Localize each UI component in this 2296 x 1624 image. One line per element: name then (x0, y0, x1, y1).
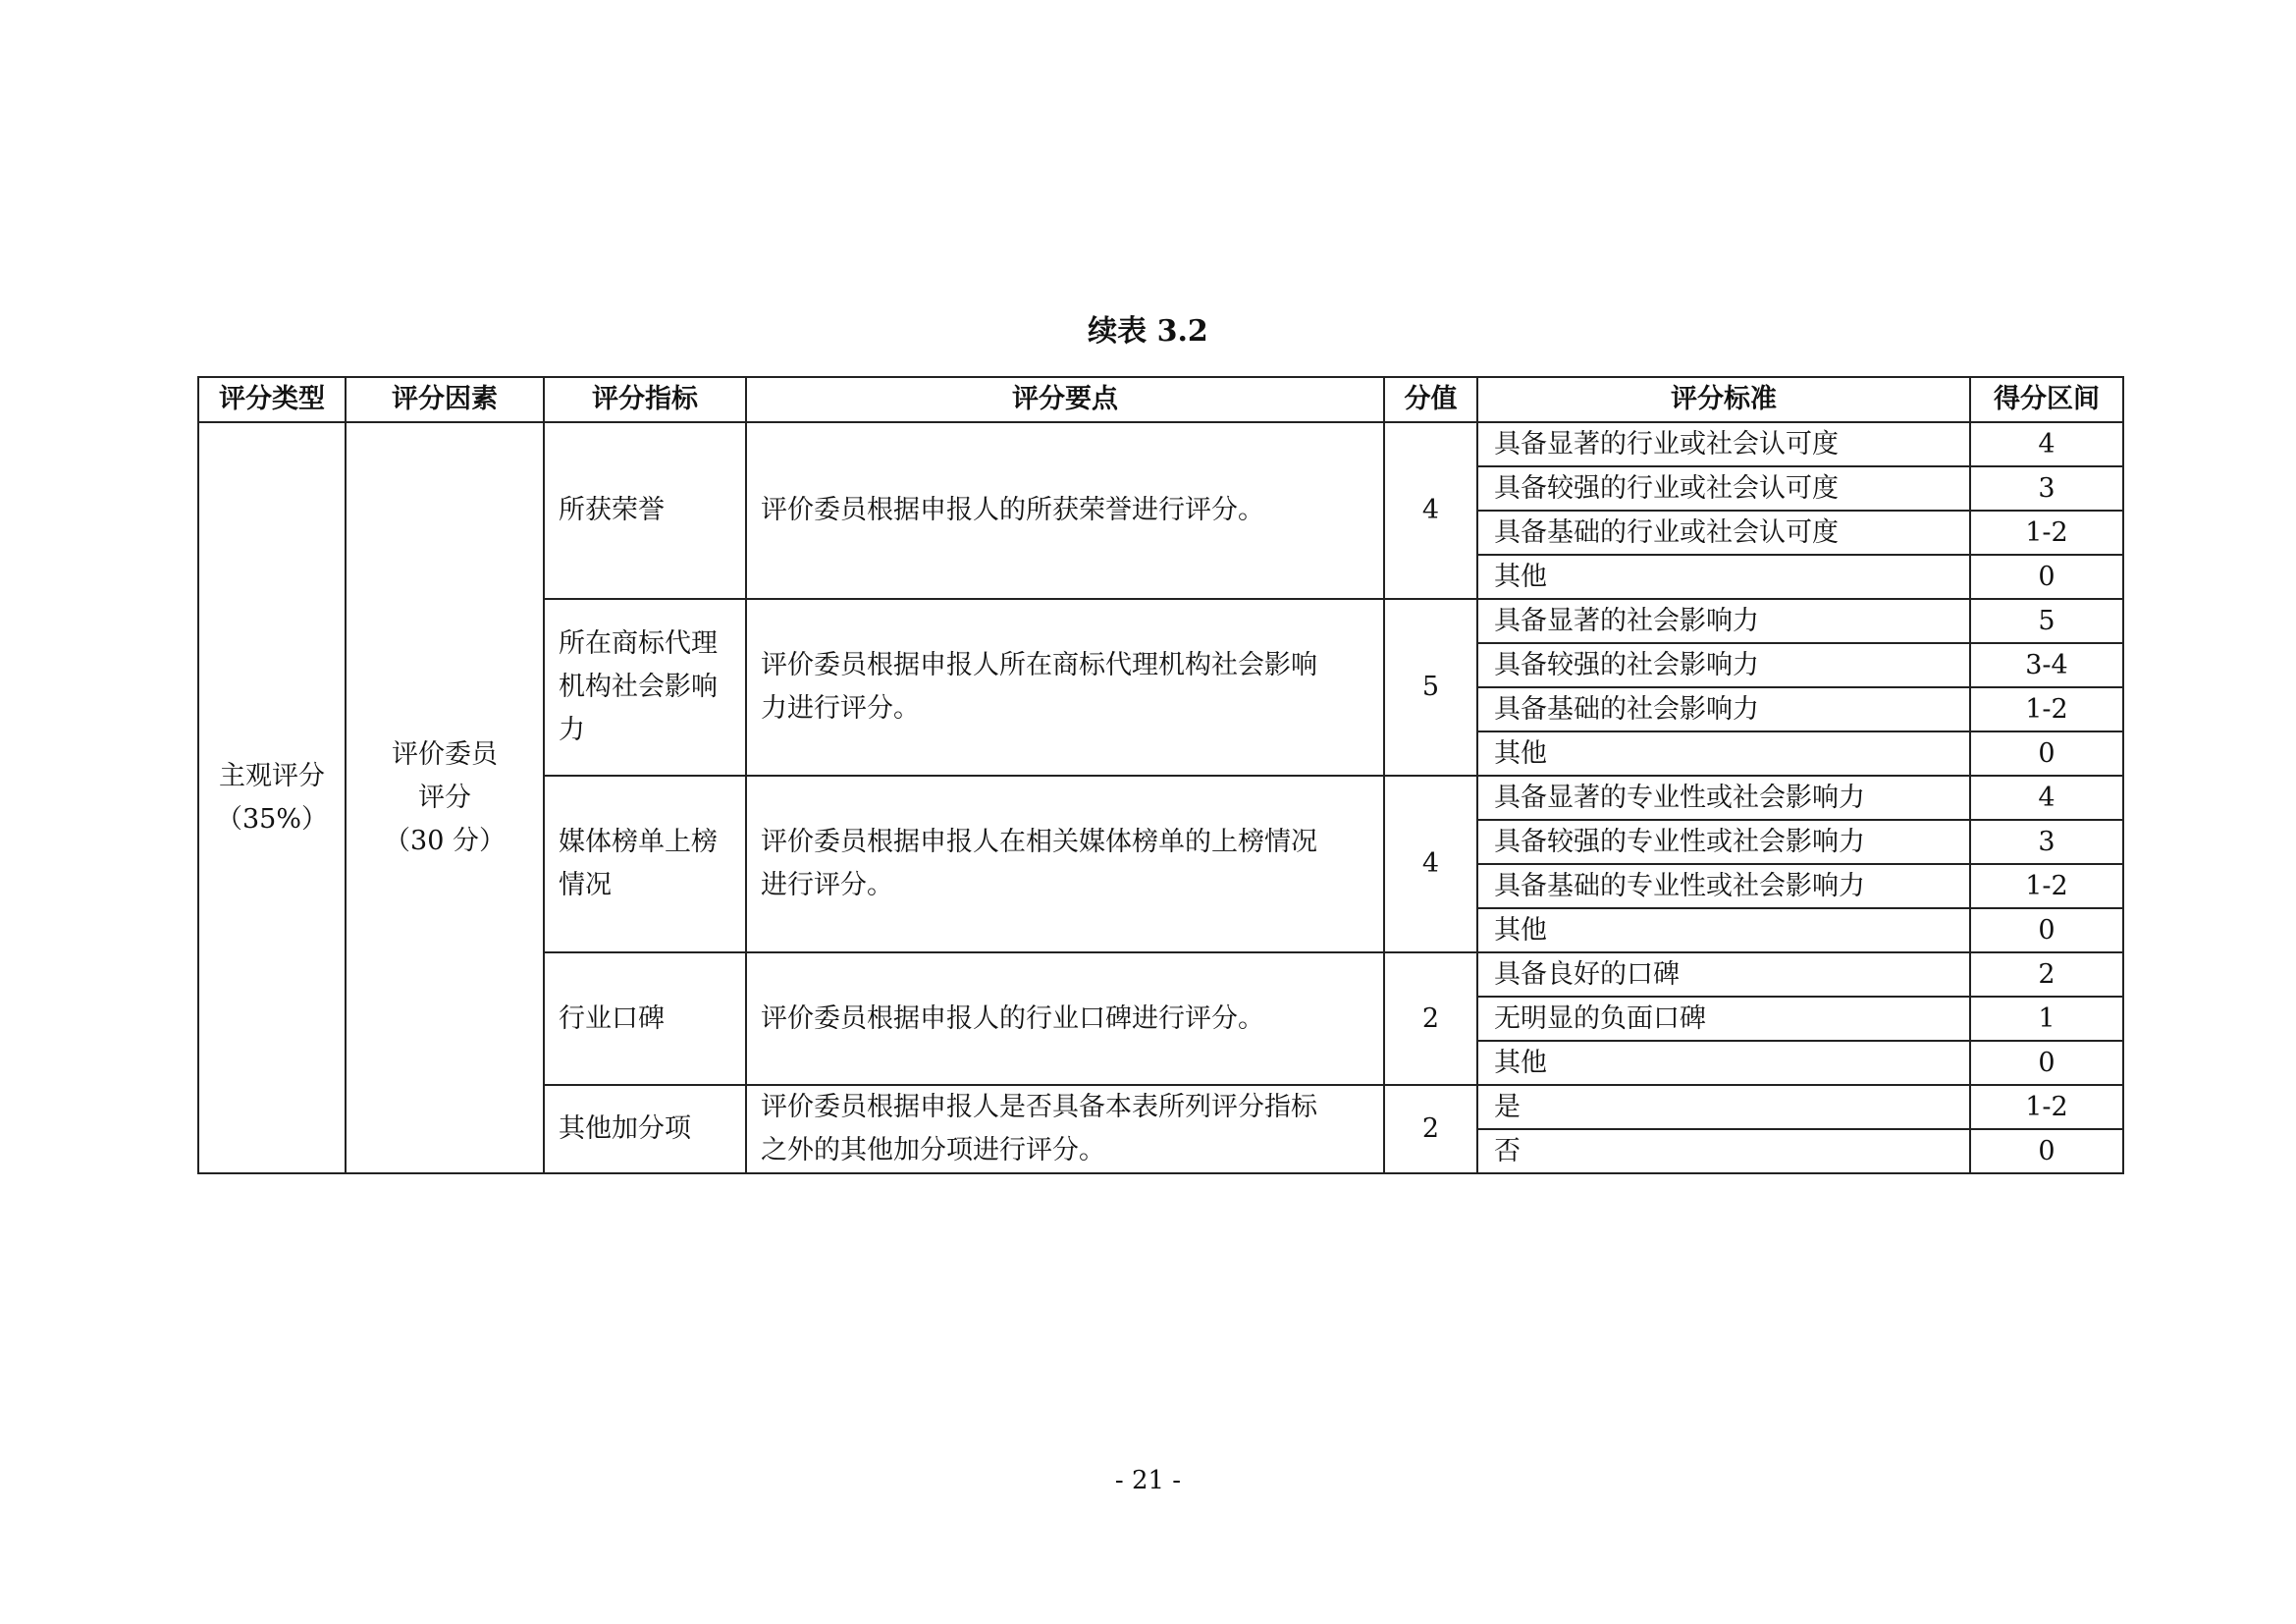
standard-range: 4 (1970, 422, 2123, 466)
standard-range: 1-2 (1970, 511, 2123, 555)
standard-label: 否 (1477, 1129, 1970, 1173)
standard-range: 0 (1970, 1129, 2123, 1173)
indicator-name: 媒体榜单上榜 情况 (544, 776, 746, 952)
standard-label: 具备较强的社会影响力 (1477, 643, 1970, 687)
factor-cell: 评价委员 评分 （30 分） (346, 422, 544, 1173)
standard-label: 具备显著的行业或社会认可度 (1477, 422, 1970, 466)
standard-label: 具备良好的口碑 (1477, 952, 1970, 997)
indicator-point: 评价委员根据申报人是否具备本表所列评分指标 之外的其他加分项进行评分。 (746, 1085, 1384, 1173)
header-standard: 评分标准 (1477, 377, 1970, 422)
indicator-name: 其他加分项 (544, 1085, 746, 1173)
standard-range: 1-2 (1970, 1085, 2123, 1129)
standard-label: 具备较强的行业或社会认可度 (1477, 466, 1970, 511)
indicator-value: 5 (1384, 599, 1477, 776)
indicator-value: 4 (1384, 776, 1477, 952)
standard-range: 1-2 (1970, 864, 2123, 908)
scoring-table (197, 376, 2124, 1174)
standard-label: 具备显著的社会影响力 (1477, 599, 1970, 643)
standard-range: 0 (1970, 1041, 2123, 1085)
standard-range: 3 (1970, 466, 2123, 511)
standard-label: 其他 (1477, 908, 1970, 952)
table-row (198, 422, 2123, 466)
indicator-value: 4 (1384, 422, 1477, 599)
table-title: 续表 3.2 (1088, 314, 1208, 349)
standard-label: 其他 (1477, 1041, 1970, 1085)
standard-range: 1 (1970, 997, 2123, 1041)
standard-label: 是 (1477, 1085, 1970, 1129)
indicator-value: 2 (1384, 1085, 1477, 1173)
standard-label: 具备较强的专业性或社会影响力 (1477, 820, 1970, 864)
header-row (198, 377, 2123, 422)
standard-label: 无明显的负面口碑 (1477, 997, 1970, 1041)
standard-label: 其他 (1477, 731, 1970, 776)
indicator-name: 所在商标代理 机构社会影响 力 (544, 599, 746, 776)
standard-label: 具备基础的专业性或社会影响力 (1477, 864, 1970, 908)
indicator-point: 评价委员根据申报人的所获荣誉进行评分。 (746, 422, 1384, 599)
indicator-value: 2 (1384, 952, 1477, 1085)
standard-range: 3 (1970, 820, 2123, 864)
category-cell: 主观评分 （35%） (198, 422, 346, 1173)
header-point: 评分要点 (746, 377, 1384, 422)
header-value: 分值 (1384, 377, 1477, 422)
standard-label: 具备显著的专业性或社会影响力 (1477, 776, 1970, 820)
header-factor: 评分因素 (346, 377, 544, 422)
standard-range: 3-4 (1970, 643, 2123, 687)
indicator-point: 评价委员根据申报人所在商标代理机构社会影响 力进行评分。 (746, 599, 1384, 776)
standard-range: 0 (1970, 555, 2123, 599)
indicator-name: 行业口碑 (544, 952, 746, 1085)
header-indicator: 评分指标 (544, 377, 746, 422)
standard-label: 其他 (1477, 555, 1970, 599)
standard-range: 0 (1970, 908, 2123, 952)
indicator-point: 评价委员根据申报人的行业口碑进行评分。 (746, 952, 1384, 1085)
indicator-name: 所获荣誉 (544, 422, 746, 599)
standard-range: 1-2 (1970, 687, 2123, 731)
standard-label: 具备基础的行业或社会认可度 (1477, 511, 1970, 555)
standard-range: 0 (1970, 731, 2123, 776)
standard-range: 2 (1970, 952, 2123, 997)
page-number: - 21 - (1114, 1466, 1182, 1495)
standard-label: 具备基础的社会影响力 (1477, 687, 1970, 731)
standard-range: 5 (1970, 599, 2123, 643)
header-range: 得分区间 (1970, 377, 2123, 422)
indicator-point: 评价委员根据申报人在相关媒体榜单的上榜情况 进行评分。 (746, 776, 1384, 952)
header-category: 评分类型 (198, 377, 346, 422)
standard-range: 4 (1970, 776, 2123, 820)
